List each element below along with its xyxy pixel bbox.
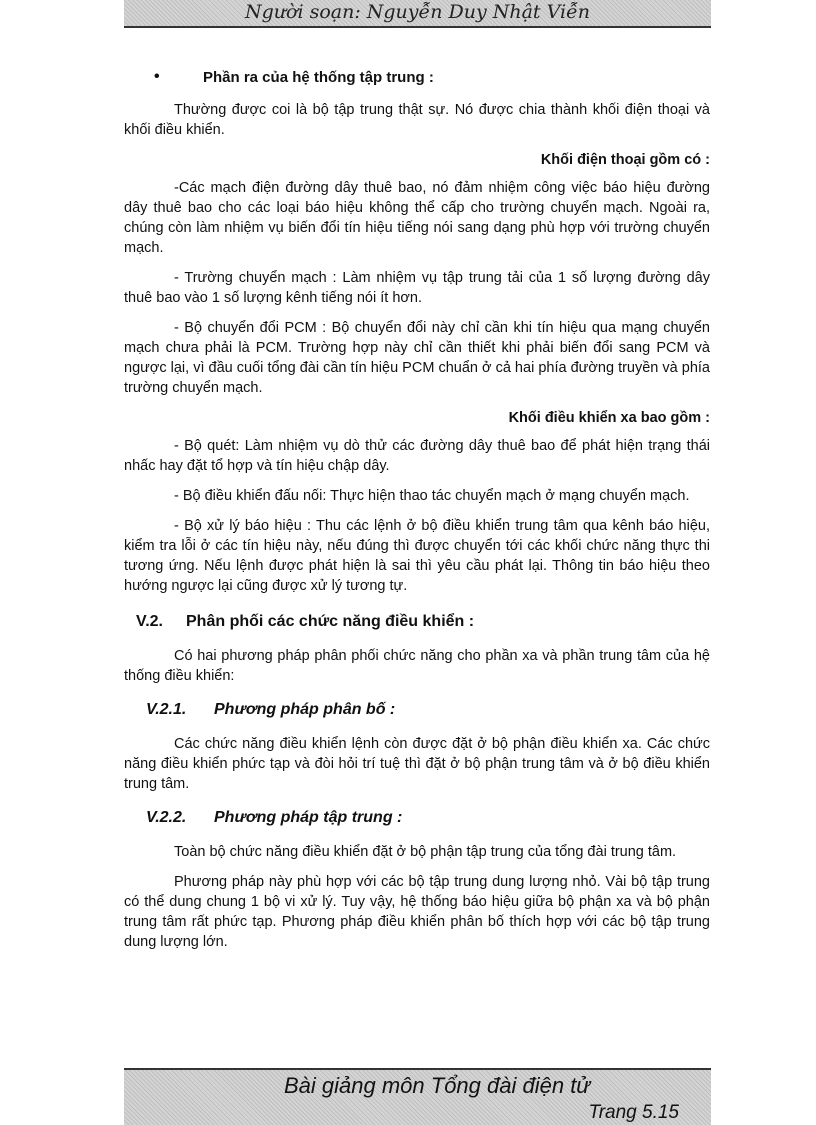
control-item: - Bộ quét: Làm nhiệm vụ dò thử các đường dây thuê bao để phát hiện trạng thái nhấc hay đặt tổ hợp và tín hiệu chập dây. — [124, 438, 710, 474]
subsection-title: Phương pháp phân bố : — [214, 701, 396, 718]
bullet-icon: • — [154, 68, 160, 85]
control-item: - Bộ điều khiển đấu nối: Thực hiện thao tác chuyển mạch ở mạng chuyển mạch. — [174, 488, 690, 504]
intro-paragraph: Thường được coi là bộ tập trung thật sự. Nó được chia thành khối điện thoại và khối điều khiển. — [124, 102, 710, 138]
subsection-v21-text: Các chức năng điều khiển lệnh còn được đặt ở bộ phận điều khiển xa. Các chức năng điều khiển phức tạp và đòi hỏi trí tuệ thì đặt ở bộ phận trung tâm và ở bộ điều khiển trung tâm. — [124, 736, 710, 792]
page-header — [124, 0, 711, 28]
control-block-heading: Khối điều khiển xa bao gồm : — [508, 410, 710, 426]
subsection-v21-heading — [124, 700, 710, 722]
page-content — [124, 68, 710, 962]
section-bullet-heading — [124, 68, 710, 88]
section-title: Phân phối các chức năng điều khiển : — [186, 613, 475, 630]
subsection-v22-heading — [124, 808, 710, 830]
section-number: V.2. — [136, 613, 163, 630]
author-line: Người soạn: Nguyễn Duy Nhật Viễn — [245, 1, 590, 23]
section-v2-intro: Có hai phương pháp phân phối chức năng cho phần xa và phần trung tâm của hệ thống điều khiển: — [124, 648, 710, 684]
phone-item: - Trường chuyển mạch : Làm nhiệm vụ tập trung tải của 1 số lượng đường dây thuê bao vào 1 số lượng kênh tiếng nói ít hơn. — [124, 270, 710, 306]
subsection-v22-paragraph: Toàn bộ chức năng điều khiển đặt ở bộ phận tập trung của tổng đài trung tâm. — [174, 844, 677, 860]
page-number: Trang 5.15 — [588, 1102, 679, 1123]
page-footer — [124, 1068, 711, 1125]
course-title: Bài giảng môn Tổng đài điện tử — [284, 1073, 591, 1098]
phone-block-heading: Khối điện thoại gồm có : — [540, 152, 710, 168]
phone-item: -Các mạch điện đường dây thuê bao, nó đảm nhiệm công việc báo hiệu đường dây thuê bao cho các loại báo hiệu không thể cấp cho trường chuyển mạch. Ngoài ra, chúng còn làm nhiệm vụ biến đổi tín hiệu tiếng nói sang dạng phù hợp với trường chuyển mạch. — [124, 180, 710, 256]
control-item: - Bộ xử lý báo hiệu : Thu các lệnh ở bộ điều khiển trung tâm qua kênh báo hiệu, kiểm tra lỗi ở các tín hiệu này, nếu đúng thì được chuyển tới các khối chức năng thực thi tương ứng. Nếu lệnh được phát hiện là sai thì yêu cầu phát lại. Thông tin báo hiệu theo hướng ngược lại cũng được xử lý tương tự. — [124, 518, 710, 594]
bullet-heading-title: Phần ra của hệ thống tập trung : — [203, 69, 434, 86]
subsection-number: V.2.2. — [146, 809, 187, 826]
subsection-title: Phương pháp tập trung : — [214, 809, 403, 826]
subsection-number: V.2.1. — [146, 701, 187, 718]
subsection-v22-paragraph: Phương pháp này phù hợp với các bộ tập trung dung lượng nhỏ. Vài bộ tập trung có thể dung chung 1 bộ vi xử lý. Tuy vậy, hệ thống báo hiệu giữa bộ phận xa và bộ phận trung tâm rất phức tạp. Phương pháp điều khiển phân bố thích hợp với các bộ tập trung dung lượng lớn. — [124, 874, 710, 950]
phone-item: - Bộ chuyển đổi PCM : Bộ chuyển đổi này chỉ cần khi tín hiệu qua mạng chuyển mạch chưa phải là PCM. Trường hợp này chỉ cần thiết khi phải biến đổi sang PCM và ngược lại, vì đầu cuối tổng đài cần tín hiệu PCM chuẩn ở cả hai phía đường truyền và phía trường chuyển mạch. — [124, 320, 710, 396]
section-v2-heading — [124, 612, 710, 634]
